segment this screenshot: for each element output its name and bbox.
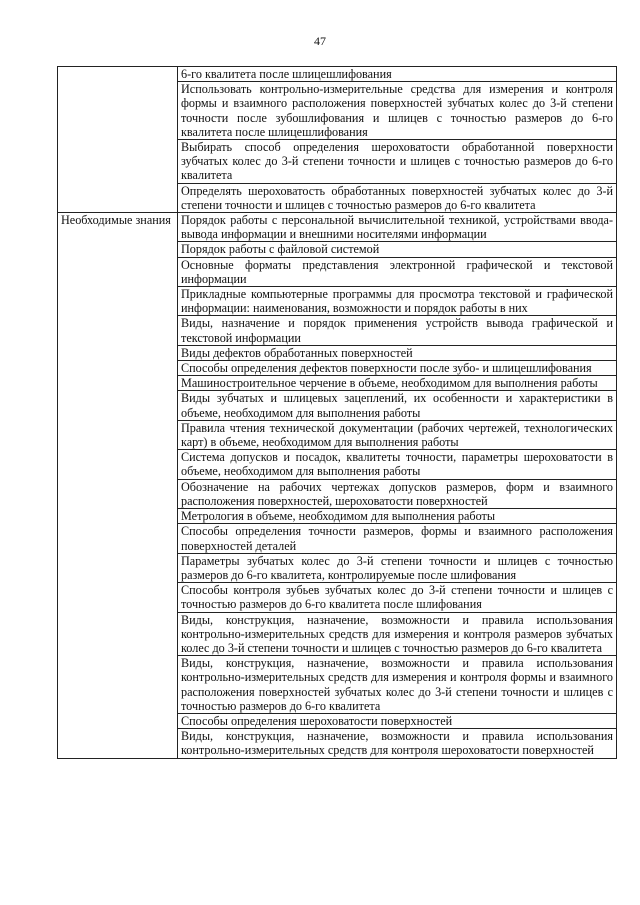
requirement-item: Система допусков и посадок, квалитеты точности, параметры шероховатости в объеме, необходимом для выполнения работы: [178, 450, 617, 479]
requirement-item: Использовать контрольно-измерительные средства для измерения и контроля формы и взаимного расположения поверхностей зубчатых колес до 3-й степени точности после зубошлифования и шлицев с точностью размеров до 6-го квалитета после шлицешлифования: [178, 82, 617, 140]
requirement-item: Порядок работы с персональной вычислительной техникой, устройствами ввода-вывода информации и внешними носителями информации: [178, 213, 617, 242]
requirement-item: Виды, конструкция, назначение, возможности и правила использования контрольно-измерительных средств для измерения и контроля формы и взаимного расположения поверхностей зубчатых колес до 3-й степени точности и шлицев с точностью размеров до 6-го квалитета: [178, 656, 617, 714]
requirement-item: Правила чтения технической документации (рабочих чертежей, технологических карт) в объеме, необходимом для выполнения работы: [178, 420, 617, 449]
requirement-item: Прикладные компьютерные программы для просмотра текстовой и графической информации: наименования, возможности и порядок работы в них: [178, 287, 617, 316]
requirement-item: Виды, конструкция, назначение, возможности и правила использования контрольно-измерительных средств для измерения и контроля размеров зубчатых колес до 3-й степени точности и шлицев с точностью размеров до 6-го квалитета: [178, 612, 617, 656]
requirement-item: Виды, назначение и порядок применения устройств вывода графической и текстовой информации: [178, 316, 617, 345]
requirement-item: 6-го квалитета после шлицешлифования: [178, 67, 617, 82]
section-label: Необходимые знания: [58, 213, 178, 759]
requirement-item: Способы определения точности размеров, формы и взаимного расположения поверхностей деталей: [178, 524, 617, 553]
requirement-item: Порядок работы с файловой системой: [178, 242, 617, 257]
section-label: [58, 67, 178, 213]
requirement-item: Обозначение на рабочих чертежах допусков размеров, форм и взаимного расположения поверхностей, шероховатости поверхностей: [178, 479, 617, 508]
table-row: [58, 213, 617, 242]
requirement-item: Метрология в объеме, необходимом для выполнения работы: [178, 509, 617, 524]
requirement-item: Параметры зубчатых колес до 3-й степени точности и шлицев с точностью размеров до 6-го квалитета, контролируемые после шлифования: [178, 553, 617, 582]
requirements-table-body: [58, 67, 617, 759]
requirement-item: Основные форматы представления электронной графической и текстовой информации: [178, 257, 617, 286]
requirements-table: [57, 66, 617, 759]
requirement-item: Способы контроля зубьев зубчатых колес до 3-й степени точности и шлицев с точностью размеров до 6-го квалитета после шлифования: [178, 583, 617, 612]
requirement-item: Способы определения шероховатости поверхностей: [178, 713, 617, 728]
table-row: [58, 67, 617, 82]
requirement-item: Машиностроительное черчение в объеме, необходимом для выполнения работы: [178, 376, 617, 391]
page-number: 47: [314, 34, 326, 48]
requirement-item: Виды, конструкция, назначение, возможности и правила использования контрольно-измерительных средств для контроля шероховатости поверхностей: [178, 729, 617, 758]
requirement-item: Способы определения дефектов поверхности после зубо- и шлицешлифования: [178, 361, 617, 376]
requirement-item: Виды зубчатых и шлицевых зацеплений, их особенности и характеристики в объеме, необходимом для выполнения работы: [178, 391, 617, 420]
requirement-item: Выбирать способ определения шероховатости обработанной поверхности зубчатых колес до 3-й степени точности и шлицев с точностью размеров до 6-го квалитета: [178, 140, 617, 184]
requirement-item: Виды дефектов обработанных поверхностей: [178, 345, 617, 360]
requirement-item: Определять шероховатость обработанных поверхностей зубчатых колес до 3-й степени точности и шлицев с точностью размеров до 6-го квалитета: [178, 183, 617, 212]
